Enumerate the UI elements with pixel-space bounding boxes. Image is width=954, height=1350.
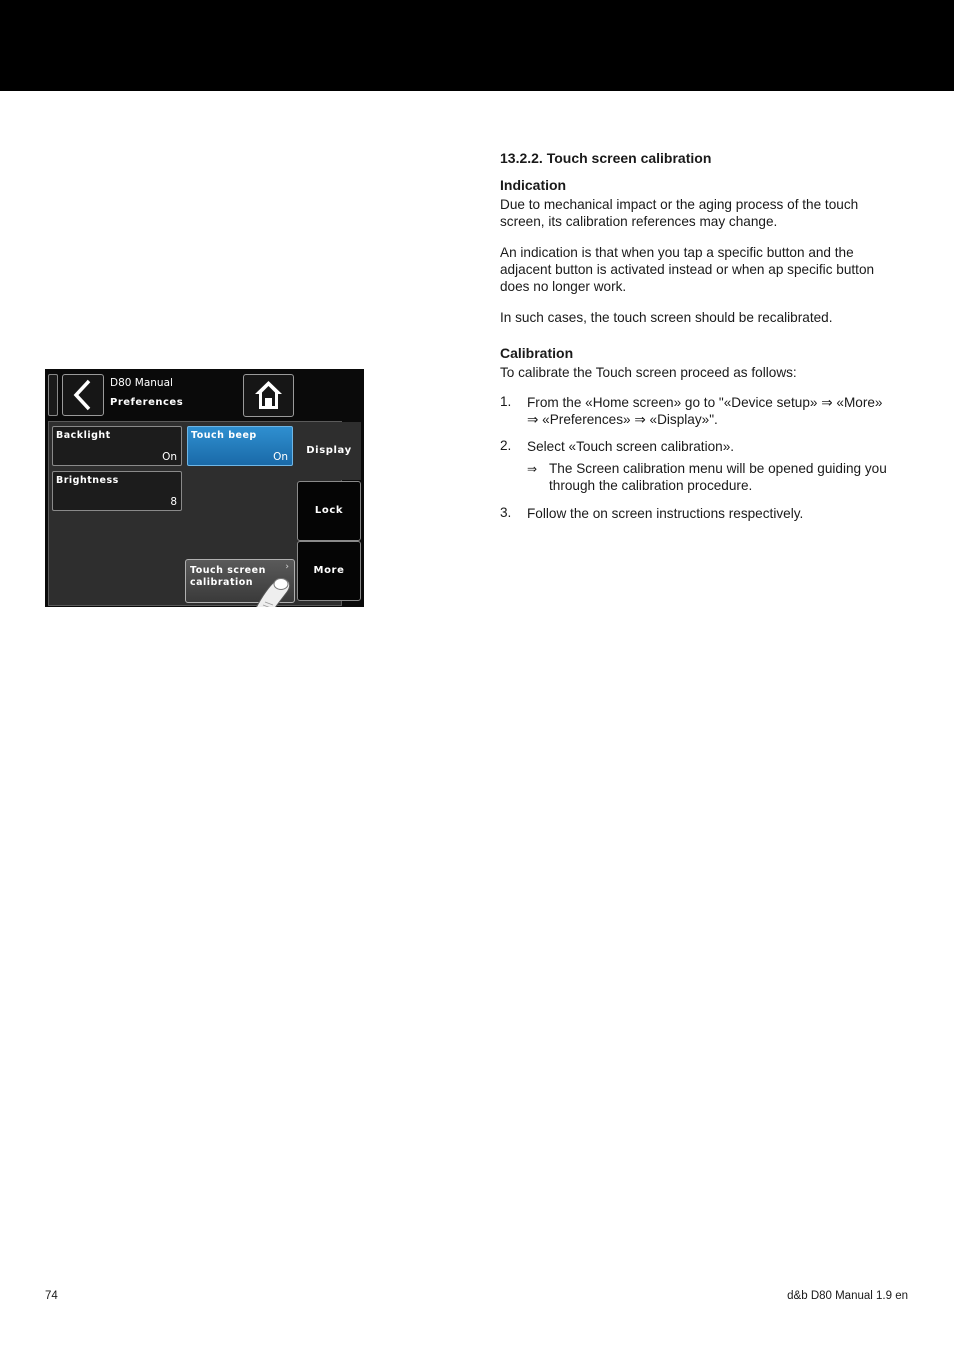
touch-beep-label: Touch beep xyxy=(191,430,257,441)
calibration-heading: Calibration xyxy=(500,345,574,361)
touch-beep-value: On xyxy=(273,451,288,463)
touch-beep-tile[interactable] xyxy=(187,426,293,466)
home-button[interactable] xyxy=(243,374,294,417)
page-header-bar xyxy=(0,0,954,91)
back-button[interactable] xyxy=(62,374,104,416)
tab-lock[interactable] xyxy=(297,481,361,541)
chevron-right-icon: › xyxy=(285,562,289,572)
result-arrow-icon: ⇒ xyxy=(527,462,538,476)
page-number: 74 xyxy=(45,1290,58,1302)
home-icon xyxy=(244,375,293,416)
device-screenshot xyxy=(45,369,364,607)
device-subtitle: Preferences xyxy=(110,397,184,408)
screen-edge-tab xyxy=(48,374,58,416)
step-3-text: Follow the on screen instructions respectively. xyxy=(527,506,804,521)
calibration-label-line1: Touch screen xyxy=(190,565,266,576)
brightness-label: Brightness xyxy=(56,475,119,486)
finger-pointer-icon xyxy=(245,569,305,607)
tab-display[interactable] xyxy=(297,422,361,480)
step-1-line-2: ⇒ «Preferences» ⇒ «Display»". xyxy=(527,412,718,427)
step-2-text: Select «Touch screen calibration». xyxy=(527,439,735,454)
calibration-intro: To calibrate the Touch screen proceed as follows: xyxy=(500,365,797,380)
document-title: d&b D80 Manual 1.9 en xyxy=(787,1290,908,1302)
brightness-value: 8 xyxy=(170,496,177,508)
tab-more-label: More xyxy=(313,565,345,576)
device-title: D80 Manual xyxy=(110,377,173,389)
backlight-tile[interactable] xyxy=(52,426,182,466)
indication-heading: Indication xyxy=(500,177,567,193)
chevron-left-icon xyxy=(63,375,103,415)
step-1-number: 1. xyxy=(500,394,512,409)
indication-para-1: Due to mechanical impact or the aging process of the touch screen, its calibration references may change. xyxy=(500,197,859,229)
step-3-number: 3. xyxy=(500,505,512,520)
step-1-line-1: From the «Home screen» go to "«Device setup» ⇒ «More» xyxy=(527,395,883,410)
indication-para-3: In such cases, the touch screen should be recalibrated. xyxy=(500,310,833,325)
indication-para-2: An indication is that when you tap a specific button and the adjacent button is activated instead or when ap specific button does no longer work. xyxy=(500,245,875,294)
step-2-result: The Screen calibration menu will be opened guiding you through the calibration procedure. xyxy=(549,461,887,493)
tab-more[interactable] xyxy=(297,541,361,601)
step-2-number: 2. xyxy=(500,438,512,453)
calibration-label-line2: calibration xyxy=(190,577,254,588)
brightness-tile[interactable] xyxy=(52,471,182,511)
backlight-value: On xyxy=(162,451,177,463)
step-1-text xyxy=(527,394,907,428)
section-title: 13.2.2. Touch screen calibration xyxy=(500,150,712,166)
tab-display-label: Display xyxy=(306,445,352,456)
tab-lock-label: Lock xyxy=(314,505,344,516)
backlight-label: Backlight xyxy=(56,430,111,441)
